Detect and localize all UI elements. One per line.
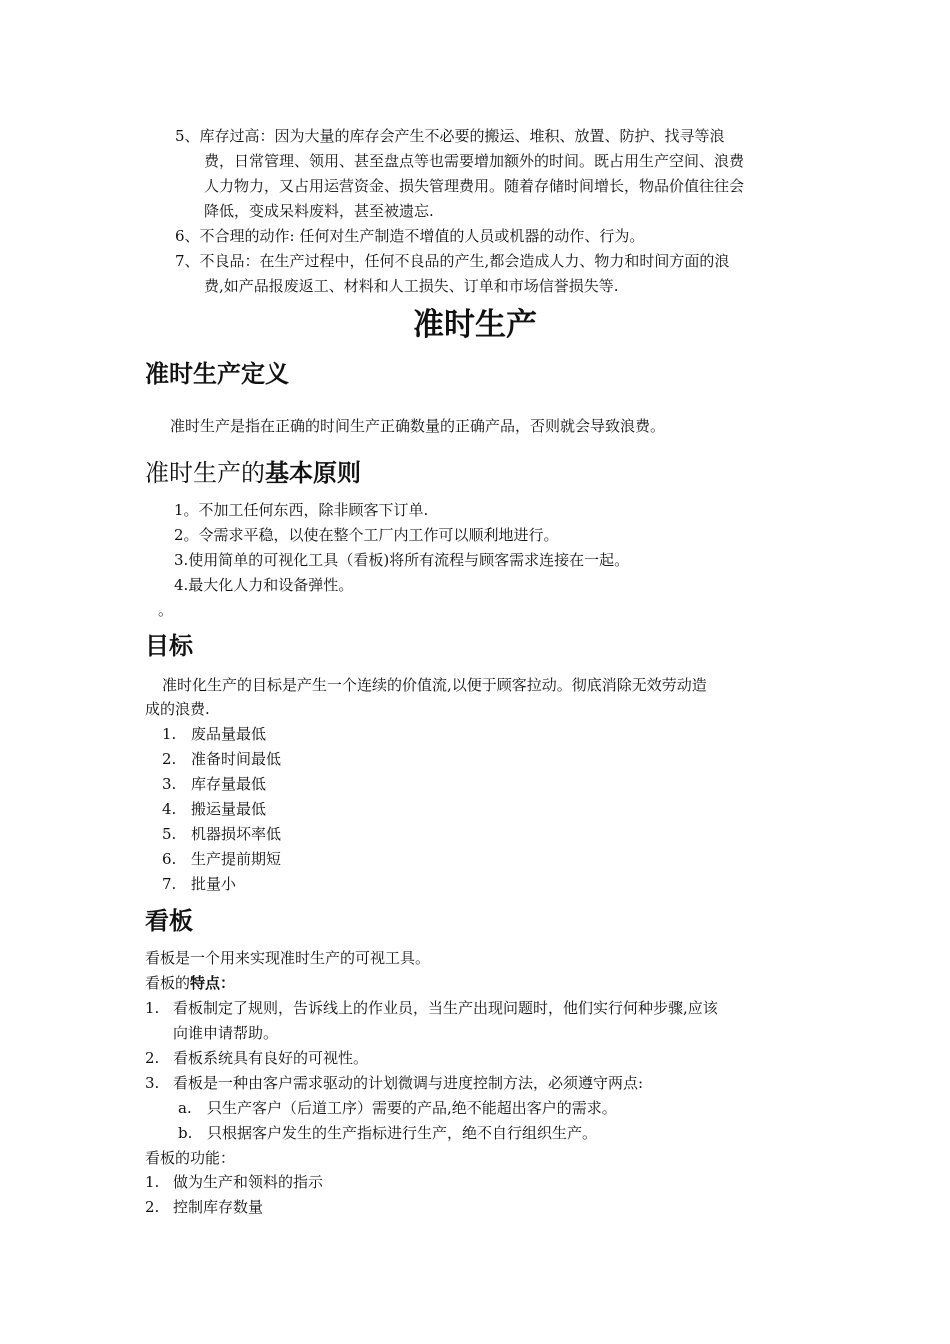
list-letter: b. — [178, 1124, 193, 1142]
list-number: 7、 — [175, 252, 200, 270]
waste-item-5-line-3: 人力物力，又占用运营资金、损失管理费用。随着存储时间增长，物品价值往往会 — [204, 177, 745, 195]
waste-item-7-line-1 — [175, 249, 729, 274]
goal-item — [162, 772, 266, 797]
waste-item-5-line-2: 费，日常管理、领用、甚至盘点等也需要增加额外的时间。既占用生产空间、浪费 — [204, 152, 745, 170]
principle-item: 3.使用简单的可视化工具（看板)将所有流程与顾客需求连接在一起。 — [174, 551, 630, 569]
list-text: 生产提前期短 — [191, 850, 282, 868]
goals-intro-line-1: 准时化生产的目标是产生一个连续的价值流,以便于顾客拉动。彻底消除无效劳动造 — [162, 676, 707, 694]
kanban-function-item — [145, 1195, 263, 1220]
kanban-feature-2 — [145, 1046, 368, 1071]
list-text: 看板制定了规则，告诉线上的作业员，当生产出现问题时，他们实行何种步骤,应该 — [173, 999, 718, 1017]
kanban-features-label — [145, 971, 235, 996]
waste-item-6 — [175, 224, 644, 249]
goal-item — [162, 822, 281, 847]
waste-item-5-line-4: 降低，变成呆料废料，甚至被遗忘. — [204, 202, 434, 220]
main-title: 准时生产 — [413, 307, 537, 343]
list-text: 看板是一种由客户需求驱动的计划微调与进度控制方法，必须遵守两点: — [173, 1074, 644, 1092]
goals-heading: 目标 — [145, 631, 193, 660]
list-number: 6、 — [175, 227, 200, 245]
kanban-function-item — [145, 1170, 323, 1195]
kanban-feature-1-line-1 — [145, 996, 718, 1021]
list-number: 3. — [145, 1074, 160, 1092]
goal-item — [162, 797, 266, 822]
goal-item — [162, 847, 281, 872]
waste-item-5-line-1 — [175, 124, 725, 149]
list-text: 做为生产和领料的指示 — [173, 1173, 324, 1191]
definition-heading: 准时生产定义 — [145, 359, 289, 388]
list-number: 5. — [162, 825, 177, 843]
features-bold: 特点： — [190, 974, 236, 992]
kanban-functions-label: 看板的功能： — [145, 1149, 236, 1167]
goals-intro-line-2: 成的浪费. — [145, 700, 210, 718]
list-text: 库存过高：因为大量的库存会产生不必要的搬运、堆积、放置、防护、找寻等浪 — [199, 127, 725, 145]
principles-trailing-mark: 。 — [158, 601, 174, 619]
principle-item: 2。令需求平稳，以使在整个工厂内工作可以顺利地进行。 — [174, 526, 559, 544]
kanban-heading: 看板 — [145, 906, 193, 935]
kanban-intro: 看板是一个用来实现准时生产的可视工具。 — [145, 949, 431, 967]
principle-item: 4.最大化人力和设备弹性。 — [174, 576, 354, 594]
principles-heading — [145, 457, 361, 489]
kanban-feature-1-line-2: 向谁申请帮助。 — [173, 1024, 279, 1042]
list-text: 批量小 — [191, 875, 237, 893]
definition-text: 准时生产是指在正确的时间生产正确数量的正确产品，否则就会导致浪费。 — [170, 417, 666, 435]
list-number: 2. — [145, 1198, 160, 1216]
list-number: 5、 — [175, 127, 200, 145]
kanban-sub-point-b — [178, 1121, 597, 1146]
list-text: 只根据客户发生的生产指标进行生产，绝不自行组织生产。 — [207, 1124, 598, 1142]
list-number: 1. — [145, 999, 160, 1017]
list-text: 废品量最低 — [191, 725, 267, 743]
list-number: 1. — [145, 1173, 160, 1191]
list-number: 6. — [162, 850, 177, 868]
waste-item-7-line-2: 费,如产品报废返工、材料和人工损失、订单和市场信誉损失等. — [204, 277, 619, 295]
list-number: 2. — [145, 1049, 160, 1067]
goal-item — [162, 722, 266, 747]
list-text: 不良品：在生产过程中，任何不良品的产生,都会造成人力、物力和时间方面的浪 — [199, 252, 730, 270]
list-text: 搬运量最低 — [191, 800, 267, 818]
list-text: 不合理的动作: 任何对生产制造不增值的人员或机器的动作、行为。 — [199, 227, 645, 245]
list-text: 控制库存数量 — [173, 1198, 264, 1216]
kanban-sub-point-a — [178, 1096, 617, 1121]
list-text: 库存量最低 — [191, 775, 267, 793]
list-text: 只生产客户（后道工序）需要的产品,绝不能超出客户的需求。 — [207, 1099, 617, 1117]
principles-heading-bold: 基本原则 — [265, 458, 361, 487]
features-prefix: 看板的 — [145, 974, 191, 992]
principle-item: 1。不加工任何东西，除非顾客下订单. — [174, 501, 429, 519]
list-letter: a. — [178, 1099, 192, 1117]
list-number: 1. — [162, 725, 177, 743]
list-number: 7. — [162, 875, 177, 893]
kanban-feature-3 — [145, 1071, 643, 1096]
list-number: 3. — [162, 775, 177, 793]
list-text: 准备时间最低 — [191, 750, 282, 768]
list-number: 2. — [162, 750, 177, 768]
list-text: 机器损坏率低 — [191, 825, 282, 843]
goal-item — [162, 747, 281, 772]
principles-heading-light: 准时生产的 — [145, 459, 265, 487]
list-text: 看板系统具有良好的可视性。 — [173, 1049, 369, 1067]
list-number: 4. — [162, 800, 177, 818]
goal-item — [162, 872, 236, 897]
